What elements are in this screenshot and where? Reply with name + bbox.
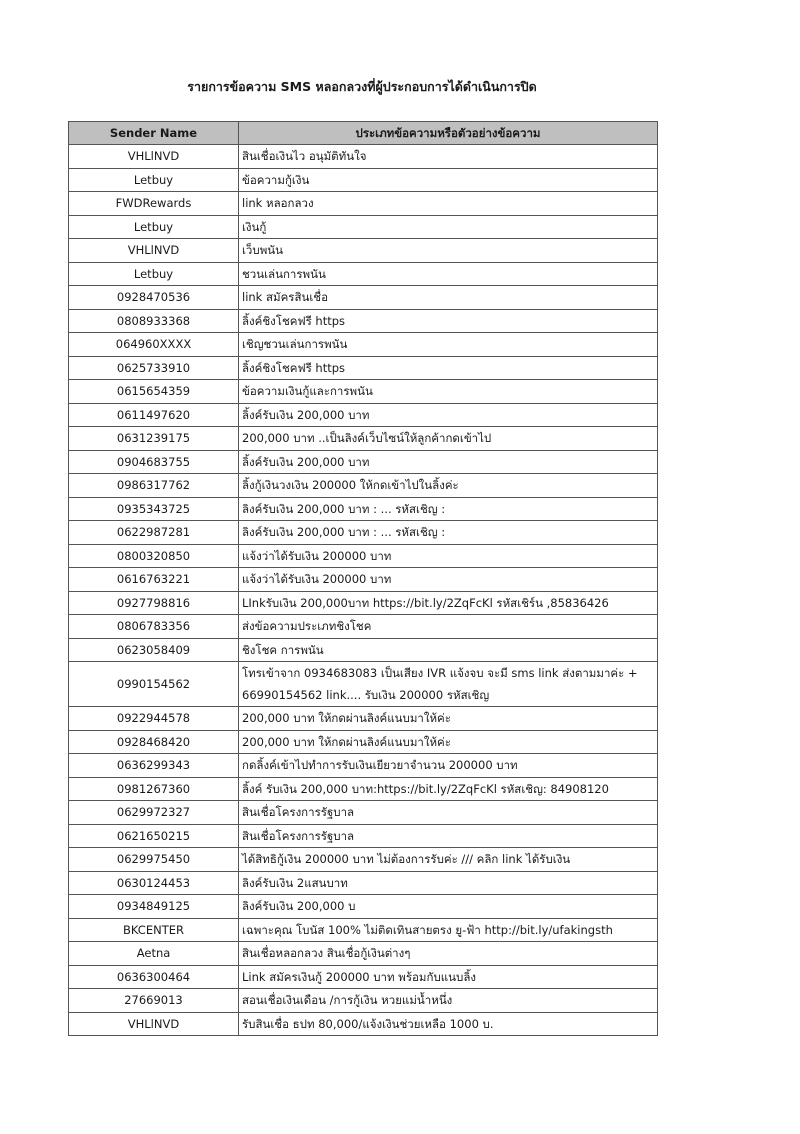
message-cell: เว็บพนัน	[239, 239, 658, 263]
sender-cell: 0800320850	[69, 544, 239, 568]
sender-cell: 0611497620	[69, 403, 239, 427]
message-cell: รับสินเชื่อ ธปท 80,000/แจ้งเงินช่วยเหลือ 1000 บ.	[239, 1012, 658, 1036]
table-row	[69, 568, 658, 592]
table-row	[69, 638, 658, 662]
message-cell: ส่งข้อความประเภทชิงโชค	[239, 615, 658, 639]
message-cell: link หลอกลวง	[239, 192, 658, 216]
message-line-1: โทรเข้าจาก 0934683083 เป็นเสียง IVR แจ้งจบ จะมี sms link ส่งตามมาค่ะ +	[242, 666, 638, 680]
table-row	[69, 615, 658, 639]
message-cell: เชิญชวนเล่นการพนัน	[239, 333, 658, 357]
table-row	[69, 942, 658, 966]
message-cell: ลิงค์รับเงิน 200,000 บ	[239, 895, 658, 919]
sender-cell: VHLlNVD	[69, 145, 239, 169]
message-cell: ลิงค์รับเงิน 200,000 บาท : ... รหัสเชิญ :	[239, 497, 658, 521]
sender-cell: 064960XXXX	[69, 333, 239, 357]
table-row	[69, 824, 658, 848]
message-cell: ลิงค์รับเงิน 2แสนบาท	[239, 871, 658, 895]
message-cell: สินเชื่อเงินไว อนุมัติทันใจ	[239, 145, 658, 169]
sender-cell: BKCENTER	[69, 918, 239, 942]
table-row	[69, 262, 658, 286]
table-row	[69, 145, 658, 169]
sms-sender-table	[68, 121, 658, 1036]
table-row	[69, 333, 658, 357]
message-cell: สินเชื่อโครงการรัฐบาล	[239, 824, 658, 848]
sender-cell: 0630124453	[69, 871, 239, 895]
message-cell: แจ้งว่าได้รับเงิน 200000 บาท	[239, 568, 658, 592]
sender-cell: 0928470536	[69, 286, 239, 310]
sender-cell: 0808933368	[69, 309, 239, 333]
sender-cell: 0981267360	[69, 777, 239, 801]
sender-cell: 0621650215	[69, 824, 239, 848]
table-row	[69, 1012, 658, 1036]
table-row	[69, 871, 658, 895]
table-row	[69, 918, 658, 942]
message-cell: ลิงค์รับเงิน 200,000 บาท : ... รหัสเชิญ :	[239, 521, 658, 545]
sender-cell: 0631239175	[69, 427, 239, 451]
table-row	[69, 192, 658, 216]
sender-cell: 27669013	[69, 989, 239, 1013]
message-cell: 200,000 บาท ให้กดผ่านลิงค์แนบมาให้ค่ะ	[239, 707, 658, 731]
sender-cell: 0806783356	[69, 615, 239, 639]
table-row	[69, 848, 658, 872]
message-cell: ชวนเล่นการพนัน	[239, 262, 658, 286]
message-cell: สินเชื่อโครงการรัฐบาล	[239, 801, 658, 825]
message-cell: 200,000 บาท ..เป็นลิงค์เว็บไซน์ให้ลูกค้ากดเข้าไป	[239, 427, 658, 451]
message-cell: ข้อความเงินกู้และการพนัน	[239, 380, 658, 404]
table-row	[69, 989, 658, 1013]
table-row	[69, 474, 658, 498]
table-row	[69, 450, 658, 474]
sender-cell: 0934849125	[69, 895, 239, 919]
sender-cell: 0623058409	[69, 638, 239, 662]
table-row	[69, 403, 658, 427]
table-row	[69, 286, 658, 310]
sender-cell: 0616763221	[69, 568, 239, 592]
sender-cell: 0636300464	[69, 965, 239, 989]
message-cell: ข้อความกู้เงิน	[239, 168, 658, 192]
table-row	[69, 895, 658, 919]
message-cell: แจ้งว่าได้รับเงิน 200000 บาท	[239, 544, 658, 568]
table-row	[69, 239, 658, 263]
message-cell: สินเชื่อหลอกลวง สินเชื่อกู้เงินต่างๆ	[239, 942, 658, 966]
message-cell: LInkรับเงิน 200,000บาท https://bit.ly/2ZqFcKl รหัสเชิร์น ,85836426	[239, 591, 658, 615]
table-header-row	[69, 122, 658, 145]
table-row	[69, 777, 658, 801]
message-cell: link สมัครสินเชื่อ	[239, 286, 658, 310]
sender-cell: 0928468420	[69, 730, 239, 754]
sender-cell: 0622987281	[69, 521, 239, 545]
sender-cell: 0986317762	[69, 474, 239, 498]
sender-cell: 0990154562	[69, 662, 239, 707]
message-line-2: 66990154562 link.... รับเงิน 200000 รหัสเชิญ	[242, 688, 490, 702]
sender-cell: 0629972327	[69, 801, 239, 825]
message-cell: Link สมัครเงินกู้ 200000 บาท พร้อมกับแนบลิ้ง	[239, 965, 658, 989]
message-cell: เงินกู้	[239, 215, 658, 239]
sender-cell: 0927798816	[69, 591, 239, 615]
sender-cell: FWDRewards	[69, 192, 239, 216]
table-row	[69, 754, 658, 778]
table-row	[69, 168, 658, 192]
message-cell: 200,000 บาท ให้กดผ่านลิงค์แนบมาให้ค่ะ	[239, 730, 658, 754]
table-row	[69, 662, 658, 707]
table-row	[69, 356, 658, 380]
message-cell: ลิ้งค์ รับเงิน 200,000 บาท:https://bit.ly/2ZqFcKl รหัสเชิญ: 84908120	[239, 777, 658, 801]
sender-cell: 0935343725	[69, 497, 239, 521]
table-row	[69, 215, 658, 239]
table-row	[69, 380, 658, 404]
message-cell: ได้สิทธิกู้เงิน 200000 บาท ไม่ต้องการรับค่ะ /// คลิก link ได้รับเงิน	[239, 848, 658, 872]
message-cell: ลิ้งกู้เงินวงเงิน 200000 ให้กดเข้าไปในลิ้งค่ะ	[239, 474, 658, 498]
sender-cell: VHLlNVD	[69, 1012, 239, 1036]
table-row	[69, 707, 658, 731]
table-row	[69, 544, 658, 568]
message-cell: ลิ้งค์รับเงิน 200,000 บาท	[239, 450, 658, 474]
message-cell: ลิ้งค์รับเงิน 200,000 บาท	[239, 403, 658, 427]
table-row	[69, 521, 658, 545]
sender-cell: Aetna	[69, 942, 239, 966]
sender-cell: Letbuy	[69, 215, 239, 239]
sender-cell: 0625733910	[69, 356, 239, 380]
message-cell	[239, 662, 658, 707]
header-message-type: ประเภทข้อความหรือตัวอย่างข้อความ	[239, 122, 658, 145]
message-cell: เฉพาะคุณ โบนัส 100% ไม่ติดเทินสายตรง ยู-ฟ้า http://bit.ly/ufakingsth	[239, 918, 658, 942]
table-row	[69, 497, 658, 521]
sender-cell: Letbuy	[69, 262, 239, 286]
table-row	[69, 730, 658, 754]
table-row	[69, 427, 658, 451]
sender-cell: 0904683755	[69, 450, 239, 474]
table-row	[69, 591, 658, 615]
sender-cell: 0629975450	[69, 848, 239, 872]
header-sender-name: Sender Name	[69, 122, 239, 145]
sender-cell: 0636299343	[69, 754, 239, 778]
message-cell: ชิงโชค การพนัน	[239, 638, 658, 662]
sender-cell: VHLlNVD	[69, 239, 239, 263]
page-title: รายการข้อความ SMS หลอกลวงที่ผู้ประกอบการได้ดำเนินการปิด	[187, 79, 537, 94]
message-cell: สอนเชื่อเงินเดือน /การกู้เงิน หวยแม่น้ำหนึ่ง	[239, 989, 658, 1013]
message-cell: กดลิ้งค์เข้าไปทำการรับเงินเยียวยาจำนวน 200000 บาท	[239, 754, 658, 778]
table-row	[69, 801, 658, 825]
message-cell: ลิ้งค์ชิงโชคฟรี https	[239, 309, 658, 333]
message-cell: ลิ้งค์ชิงโชคฟรี https	[239, 356, 658, 380]
sender-cell: 0922944578	[69, 707, 239, 731]
sender-cell: 0615654359	[69, 380, 239, 404]
table-row	[69, 965, 658, 989]
table-row	[69, 309, 658, 333]
sender-cell: Letbuy	[69, 168, 239, 192]
